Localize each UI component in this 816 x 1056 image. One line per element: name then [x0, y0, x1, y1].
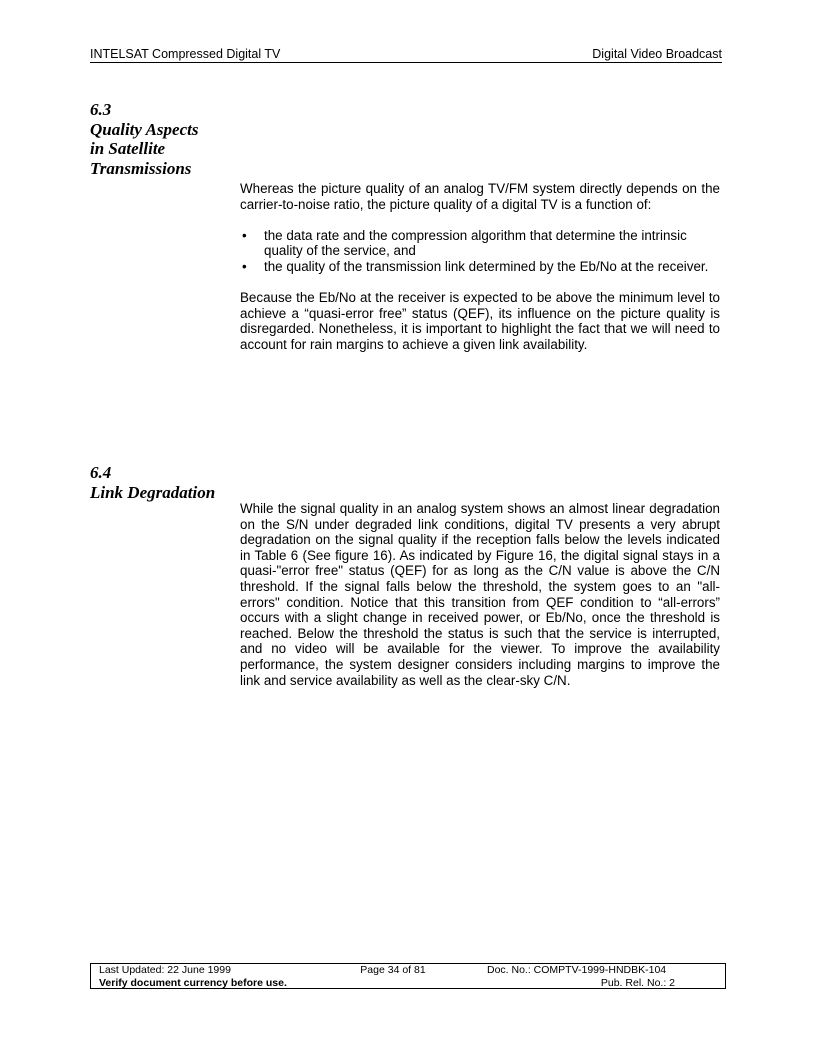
section-number: 6.3 — [90, 100, 112, 119]
header-right: Digital Video Broadcast — [592, 47, 722, 61]
section-6-4-body — [240, 501, 720, 704]
section-title: Link Degradation — [90, 482, 216, 502]
doc-number: Doc. No.: COMPTV-1999-HNDBK-104 — [486, 964, 667, 976]
bullet-icon: • — [242, 227, 247, 243]
section-6-3-heading — [90, 100, 198, 178]
page-header — [90, 47, 722, 63]
bullet-list — [240, 228, 720, 275]
currency-note: Verify document currency before use. — [99, 976, 287, 989]
list-item-text: the data rate and the compression algorithm that determine the intrinsic quality of the service, and — [264, 227, 687, 259]
list-item — [240, 259, 720, 275]
header-left: INTELSAT Compressed Digital TV — [90, 47, 281, 61]
section-title-line: Transmissions — [90, 158, 192, 178]
paragraph: Whereas the picture quality of an analog TV/FM system directly depends on the carrier-to-noise ratio, the picture quality of a digital TV is a function of: — [240, 181, 720, 212]
list-item — [240, 228, 720, 259]
bullet-icon: • — [242, 258, 247, 274]
last-updated: Last Updated: 22 June 1999 — [99, 964, 231, 976]
section-6-3-body — [240, 181, 720, 368]
paragraph: While the signal quality in an analog system shows an almost linear degradation on the S/N under degraded link conditions, digital TV presents a very abrupt degradation on the signal quality if the reception falls below the levels indicated in Table 6 (See figure 16). As indicated by Figure 16, the digital signal stays in a quasi-"error free" status (QEF) for as long as the C/N value is above the C/N threshold. If the signal falls below the threshold, the system goes to an "all-errors" condition. Notice that this transition from QEF condition to “all-errors” occurs with a slight change in received power, or Eb/No, once the threshold is reached. Below the threshold the status is such that the service is interrupted, and no video will be available for the viewer. To improve the availability performance, the system designer considers including margins to improve the link and service availability as well as the clear-sky C/N. — [240, 501, 720, 688]
page-number: Page 34 of 81 — [360, 964, 426, 976]
section-title-line: Quality Aspects — [90, 119, 199, 139]
section-number: 6.4 — [90, 463, 112, 482]
section-6-4-heading — [90, 463, 215, 502]
pub-release: Pub. Rel. No.: 2 — [600, 976, 675, 989]
page-footer — [90, 963, 726, 989]
list-item-text: the quality of the transmission link determined by the Eb/No at the receiver. — [264, 258, 709, 274]
section-title-line: in Satellite — [90, 139, 166, 158]
paragraph: Because the Eb/No at the receiver is expected to be above the minimum level to achieve a “quasi-error free” status (QEF), its influence on the picture quality is disregarded. Nonetheless, it is important to highlight the fact that we will need to account for rain margins to achieve a given link availability. — [240, 290, 720, 352]
